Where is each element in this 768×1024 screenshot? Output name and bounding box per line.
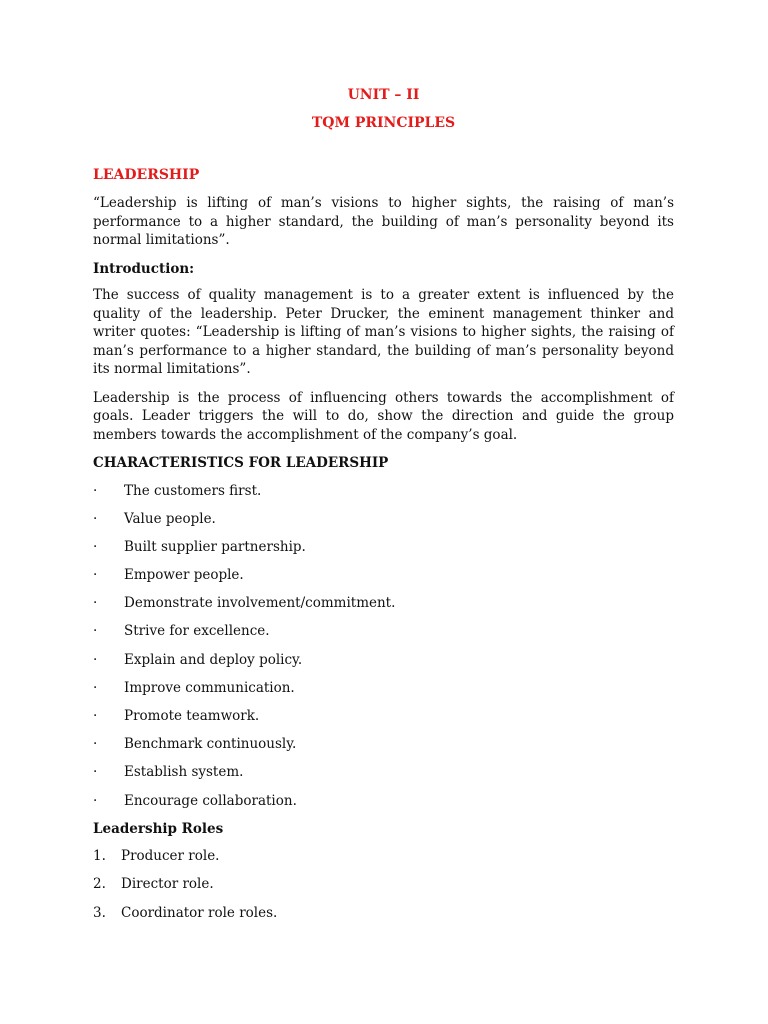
leadership-heading: LEADERSHIP (93, 167, 200, 183)
characteristic-text: Explain and deploy policy. (124, 651, 303, 668)
bullet-icon: · (93, 623, 98, 640)
role-text: Producer role. (121, 848, 220, 865)
characteristic-item (93, 707, 674, 726)
role-item (93, 875, 674, 894)
characteristic-item (93, 538, 674, 557)
characteristic-text: Built supplier partnership. (124, 538, 306, 555)
characteristic-text: Establish system. (124, 764, 244, 781)
characteristic-text: Value people. (124, 510, 216, 527)
characteristic-text: Empower people. (124, 567, 244, 584)
characteristic-text: Strive for excellence. (124, 623, 270, 640)
introduction-heading: Introduction: (93, 260, 195, 277)
characteristic-text: The customers first. (124, 482, 262, 499)
role-number: 2. (93, 876, 106, 893)
characteristic-item (93, 622, 674, 641)
role-item (93, 847, 674, 866)
characteristic-text: Demonstrate involvement/commitment. (124, 595, 396, 612)
characteristic-item (93, 792, 674, 811)
characteristic-item (93, 735, 674, 754)
characteristics-list (93, 482, 674, 811)
bullet-icon: · (93, 708, 98, 724)
bullet-icon: · (93, 736, 98, 753)
bullet-icon: · (93, 679, 98, 696)
characteristic-text: Improve communication. (124, 679, 295, 696)
bullet-icon: · (93, 651, 98, 668)
bullet-icon: · (93, 482, 98, 499)
characteristic-item (93, 566, 674, 585)
unit-subtitle: TQM PRINCIPLES (311, 115, 456, 131)
characteristics-heading: CHARACTERISTICS FOR LEADERSHIP (93, 455, 389, 471)
role-number: 3. (93, 904, 106, 921)
characteristic-item (93, 651, 674, 670)
bullet-icon: · (93, 567, 98, 584)
leadership-quote: “Leadership is lifting of man’s visions to higher sights, the raising of man’s performance to a higher standard, the building of man’s personality beyond its normal limitations”. (93, 195, 674, 248)
role-number: 1. (93, 848, 106, 865)
bullet-icon: · (93, 595, 98, 612)
roles-list (93, 847, 674, 922)
role-text: Coordinator role roles. (121, 904, 278, 921)
unit-title: UNIT – II (347, 87, 420, 103)
characteristic-text: Benchmark continuously. (124, 736, 297, 753)
characteristic-item (93, 594, 674, 613)
characteristic-item (93, 482, 674, 501)
characteristic-text: Encourage collaboration. (124, 792, 297, 809)
bullet-icon: · (93, 792, 98, 809)
role-text: Director role. (121, 876, 214, 893)
process-paragraph: Leadership is the process of influencing others towards the accomplishment of goals. Leader triggers the will to do, show the direction and guide the group members towards the accomplishment of the company’s goal. (93, 389, 674, 443)
role-item (93, 904, 674, 923)
characteristic-text: Promote teamwork. (124, 708, 260, 724)
bullet-icon: · (93, 510, 98, 527)
characteristic-item (93, 510, 674, 529)
characteristic-item (93, 763, 674, 782)
bullet-icon: · (93, 764, 98, 781)
introduction-paragraph: The success of quality management is to a greater extent is influenced by the quality of the leadership. Peter Drucker, the eminent management thinker and writer quotes: “Leadership is lifting of man’s visions to higher sights, the raising of man’s performance to a higher standard, the building of man’s personality beyond its normal limitations”. (93, 287, 674, 377)
bullet-icon: · (93, 538, 98, 555)
characteristic-item (93, 679, 674, 698)
roles-heading: Leadership Roles (93, 820, 224, 837)
